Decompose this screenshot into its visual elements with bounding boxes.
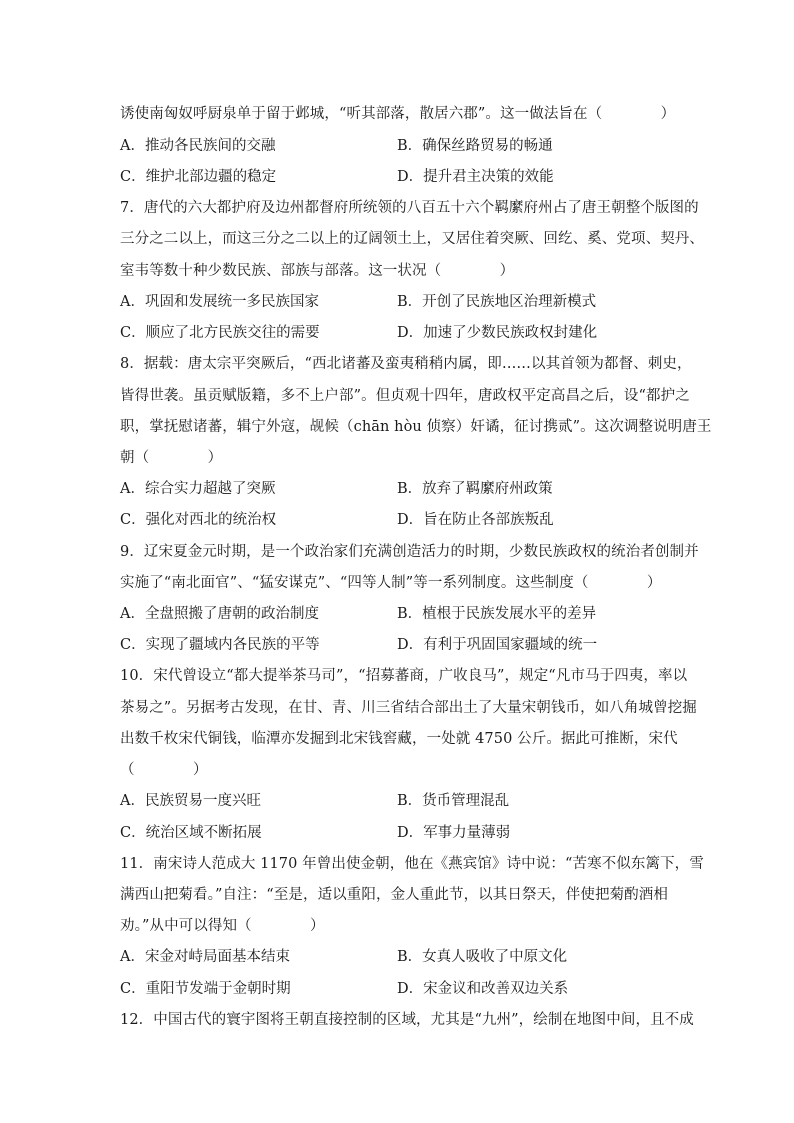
q10-option-a: A．民族贸易一度兴旺 xyxy=(120,793,261,809)
q7-stem-line-3: 室韦等数十种少数民族、部族与部落。这一状况（ ） xyxy=(120,263,515,279)
q8-stem-line-4: 朝（ ） xyxy=(120,450,223,466)
q10-stem-line-3: 出数千枚宋代铜钱，临潭亦发掘到北宋钱窖藏，一处就 4750 公斤。据此可推断，宋代 xyxy=(120,731,678,747)
q9-stem-line-1: 9．辽宋夏金元时期，是一个政治家们充满创造活力的时期，少数民族政权的统治者创制并 xyxy=(120,544,699,560)
q12-stem-line-1: 12．中国古代的寰宇图将王朝直接控制的区域，尤其是“九州”，绘制在地图中间，且不成 xyxy=(120,1012,694,1028)
q8-option-c: C．强化对西北的统治权 xyxy=(120,512,277,528)
q11-stem-line-2: 满西山把菊看。”自注：“至是，适以重阳，金人重此节，以其日祭天，伴使把菊酌酒相 xyxy=(120,887,668,903)
q6-option-a: A．推动各民族间的交融 xyxy=(120,138,276,154)
q6-option-d: D．提升君主决策的效能 xyxy=(397,169,554,185)
q8-stem-line-3: 职，掌抚慰诸蕃，辑宁外寇，觇候（chān hòu 侦察）奸谲，征讨携贰”。这次调整说明唐王 xyxy=(120,419,712,435)
q9-option-b: B．植根于民族发展水平的差异 xyxy=(397,606,597,622)
q7-stem-line-1: 7．唐代的六大都护府及边州都督府所统领的八百五十六个羁縻府州占了唐王朝整个版图的 xyxy=(120,200,699,216)
q11-option-b: B．女真人吸收了中原文化 xyxy=(397,949,568,965)
q8-stem-line-2: 皆得世袭。虽贡赋版籍，多不上户部”。但贞观十四年，唐政权平定高昌之后，设“都护之 xyxy=(120,388,690,404)
q10-stem-line-4: （ ） xyxy=(120,762,208,778)
q9-option-d: D．有利于巩固国家疆域的统一 xyxy=(397,637,598,653)
q8-stem-line-1: 8．据载：唐太宗平突厥后，“西北诸蕃及蛮夷稍稍内属，即……以其首领为都督、刺史， xyxy=(120,356,692,372)
q6-option-c: C．维护北部边疆的稳定 xyxy=(120,169,277,185)
q7-stem-line-2: 三分之二以上，而这三分之二以上的辽阔领土上，又居住着突厥、回纥、奚、党项、契丹、 xyxy=(120,231,704,247)
q6-option-b: B．确保丝路贸易的畅通 xyxy=(397,138,553,154)
q7-option-b: B．开创了民族地区治理新模式 xyxy=(397,294,597,310)
q7-option-c: C．顺应了北方民族交往的需要 xyxy=(120,325,320,341)
q10-option-b: B．货币管理混乱 xyxy=(397,793,510,809)
q7-option-d: D．加速了少数民族政权封建化 xyxy=(397,325,598,341)
q6-stem-line-1: 诱使南匈奴呼厨泉单于留于邺城，“听其部落，散居六郡”。这一做法旨在（ ） xyxy=(120,106,676,122)
q10-option-d: D．军事力量薄弱 xyxy=(397,825,511,841)
q11-stem-line-3: 劝。”从中可以得知（ ） xyxy=(120,918,325,934)
q11-stem-line-1: 11．南宋诗人范成大 1170 年曾出使金朝，他在《燕宾馆》诗中说：“苦寒不似东篱下，雪 xyxy=(120,856,704,872)
q11-option-a: A．宋金对峙局面基本结束 xyxy=(120,949,290,965)
q8-option-d: D．旨在防止各部族叛乱 xyxy=(397,512,554,528)
q11-option-d: D．宋金议和改善双边关系 xyxy=(397,981,569,997)
q11-option-c: C．重阳节发端于金朝时期 xyxy=(120,981,291,997)
q9-stem-line-2: 实施了“南北面官”、“猛安谋克”、“四等人制”等一系列制度。这些制度（ ） xyxy=(120,575,662,591)
q10-option-c: C．统治区域不断拓展 xyxy=(120,825,262,841)
q7-option-a: A．巩固和发展统一多民族国家 xyxy=(120,294,319,310)
q10-stem-line-1: 10．宋代曾设立“都大提举茶马司”，“招募蕃商，广收良马”，规定“凡市马于四夷，率以 xyxy=(120,668,688,684)
q8-option-a: A．综合实力超越了突厥 xyxy=(120,481,276,497)
q9-option-a: A．全盘照搬了唐朝的政治制度 xyxy=(120,606,319,622)
q9-option-c: C．实现了疆域内各民族的平等 xyxy=(120,637,320,653)
q10-stem-line-2: 茶易之”。另据考古发现，在甘、青、川三省结合部出土了大量宋朝钱币，如八角城曾挖掘 xyxy=(120,700,697,716)
q8-option-b: B．放弃了羁縻府州政策 xyxy=(397,481,553,497)
